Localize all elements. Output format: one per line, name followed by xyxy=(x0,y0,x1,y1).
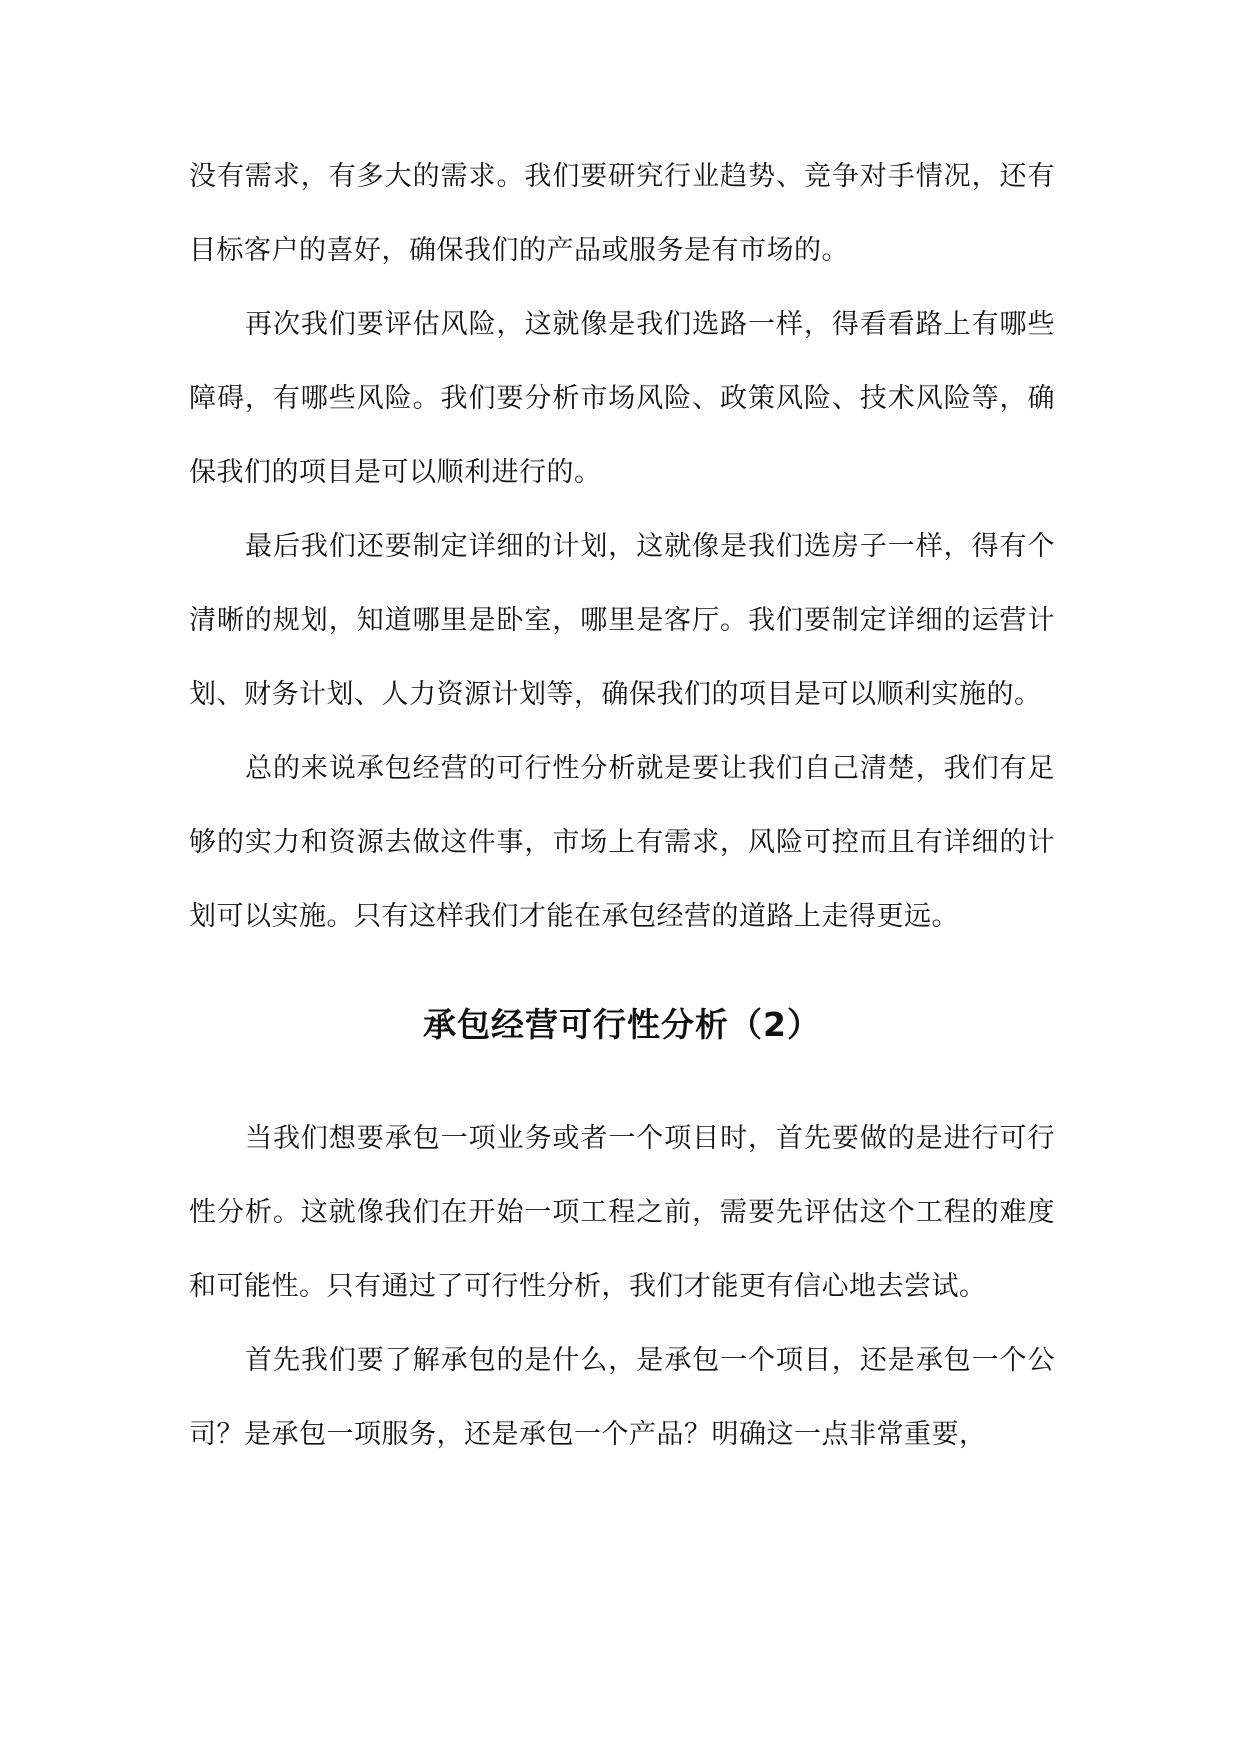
paragraph-understand-contract: 首先我们要了解承包的是什么，是承包一个项目，还是承包一个公司？是承包一项服务，还是承包一个产品？明确这一点非常重要， xyxy=(189,1345,1055,1450)
paragraph-detailed-plan: 最后我们还要制定详细的计划，这就像是我们选房子一样，得有个清晰的规划，知道哪里是卧室，哪里是客厅。我们要制定详细的运营计划、财务计划、人力资源计划等，确保我们的项目是可以顺利实施的。 xyxy=(189,531,1055,710)
paragraph-feasibility-intro: 当我们想要承包一项业务或者一个项目时，首先要做的是进行可行性分析。这就像我们在开始一项工程之前，需要先评估这个工程的难度和可能性。只有通过了可行性分析，我们才能更有信心地去尝试。 xyxy=(189,1123,1055,1302)
paragraph-summary: 总的来说承包经营的可行性分析就是要让我们自己清楚，我们有足够的实力和资源去做这件事，市场上有需求，风险可控而且有详细的计划可以实施。只有这样我们才能在承包经营的道路上走得更远。 xyxy=(189,753,1055,932)
section-title: 承包经营可行性分析（2） xyxy=(423,1005,821,1044)
paragraph-continuation: 没有需求，有多大的需求。我们要研究行业趋势、竞争对手情况，还有目标客户的喜好，确保我们的产品或服务是有市场的。 xyxy=(189,161,1055,266)
paragraph-risk-assessment: 再次我们要评估风险，这就像是我们选路一样，得看看路上有哪些障碍，有哪些风险。我们要分析市场风险、政策风险、技术风险等，确保我们的项目是可以顺利进行的。 xyxy=(189,309,1055,488)
document-body xyxy=(189,140,1055,1472)
